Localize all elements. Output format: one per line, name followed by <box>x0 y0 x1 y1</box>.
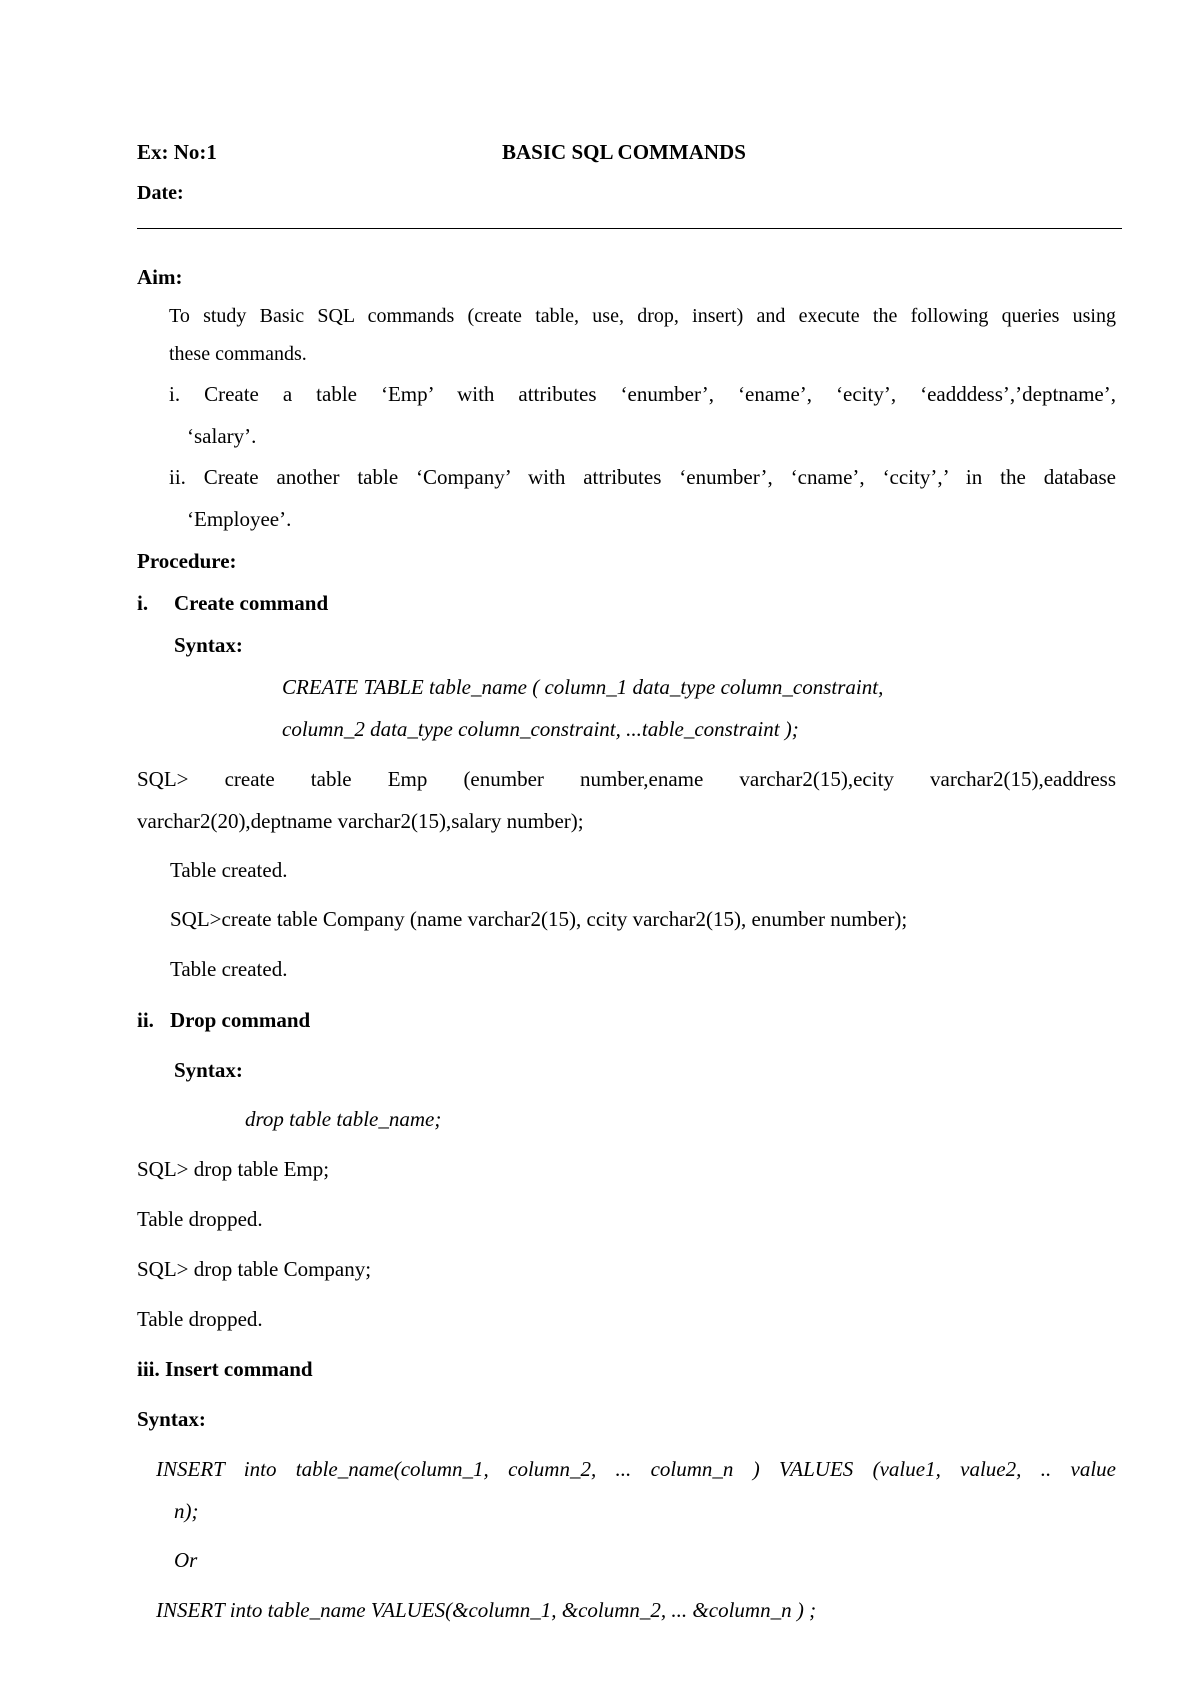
insert-syntax-label: Syntax: <box>137 1407 206 1431</box>
drop-syntax: drop table table_name; <box>245 1107 442 1131</box>
aim-heading: Aim: <box>137 265 183 289</box>
drop-result-1: Table dropped. <box>137 1207 263 1231</box>
procedure-heading: Procedure: <box>137 549 237 573</box>
drop-command-number: ii. <box>137 1008 154 1032</box>
insert-syntax-or: Or <box>174 1548 198 1572</box>
document-title: BASIC SQL COMMANDS <box>502 140 746 164</box>
create-sql-2: SQL>create table Company (name varchar2(15), ccity varchar2(15), enumber number); <box>170 907 908 931</box>
drop-sql-2: SQL> drop table Company; <box>137 1257 372 1281</box>
insert-syntax-1-line-1: INSERT into table_name(column_1, column_2, ... column_n ) VALUES (value1, value2, .. value <box>156 1457 1116 1481</box>
create-syntax-label: Syntax: <box>174 633 243 657</box>
create-command-number: i. <box>137 591 149 615</box>
insert-syntax-2: INSERT into table_name VALUES(&column_1, &column_2, ... &column_n ) ; <box>156 1598 817 1622</box>
create-sql-1-line-1: SQL> create table Emp (enumber number,ename varchar2(15),ecity varchar2(15),eaddress <box>137 767 1116 791</box>
aim-item-1-line-2: ‘salary’. <box>187 424 257 448</box>
drop-result-2: Table dropped. <box>137 1307 263 1331</box>
drop-sql-1: SQL> drop table Emp; <box>137 1157 330 1181</box>
aim-item-2-line-2: ‘Employee’. <box>187 507 292 531</box>
drop-command-heading: Drop command <box>170 1008 311 1032</box>
aim-item-2-line-1: ii. Create another table ‘Company’ with attributes ‘enumber’, ‘cname’, ‘ccity’,’ in the database <box>169 465 1116 489</box>
create-syntax-line-2: column_2 data_type column_constraint, ...table_constraint ); <box>282 717 799 741</box>
create-result-2: Table created. <box>170 957 288 981</box>
header-divider <box>137 228 1122 229</box>
aim-intro-line-1: To study Basic SQL commands (create table, use, drop, insert) and execute the following queries using <box>169 305 1116 327</box>
exercise-number: Ex: No:1 <box>137 140 217 164</box>
create-sql-1-line-2: varchar2(20),deptname varchar2(15),salary number); <box>137 809 584 833</box>
aim-item-1-line-1: i. Create a table ‘Emp’ with attributes ‘enumber’, ‘ename’, ‘ecity’, ‘eadddess’,’deptname’, <box>169 382 1116 406</box>
drop-syntax-label: Syntax: <box>174 1058 243 1082</box>
insert-command-heading: iii. Insert command <box>137 1357 313 1381</box>
aim-intro-line-2: these commands. <box>169 343 307 365</box>
create-command-heading: Create command <box>174 591 329 615</box>
date-label: Date: <box>137 182 184 204</box>
create-syntax-line-1: CREATE TABLE table_name ( column_1 data_type column_constraint, <box>282 675 884 699</box>
insert-syntax-1-line-2: n); <box>174 1499 199 1523</box>
create-result-1: Table created. <box>170 858 288 882</box>
